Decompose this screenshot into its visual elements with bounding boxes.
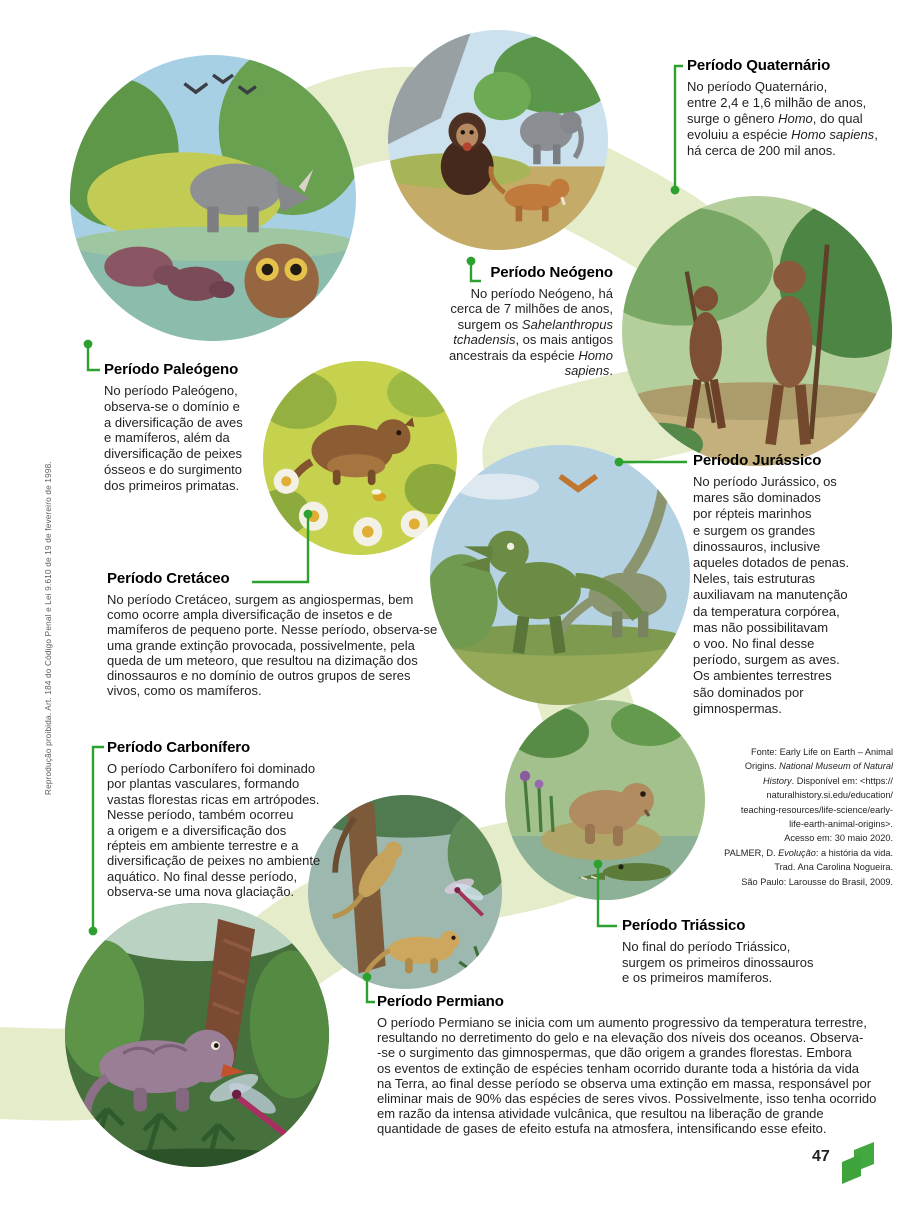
period-jurassico-title: Período Jurássico	[693, 452, 822, 469]
period-cretaceo-title: Período Cretáceo	[107, 570, 230, 587]
citation-line: teaching-resources/life-science/early-	[740, 804, 893, 815]
period-permiano-title: Período Permiano	[377, 993, 504, 1010]
period-paleogeno-body: No período Paleógeno, observa-se o domínio e a diversificação de aves e mamíferos, além da diversificação de peixes ósseos e do surgimento dos primeiros primatas.	[104, 383, 243, 493]
citation-line: PALMER, D. Evolução: a história da vida.	[724, 847, 893, 858]
page-marker-ribbon-icon	[841, 1141, 875, 1187]
period-permiano-body: O período Permiano se inicia com um aumento progressivo da temperatura terrestre, resultando no derretimento do gelo e na elevação dos níveis dos oceanos. Observa- -se o surgimento das gimnospermas, que dão origem a grandes florestas. Embora os eventos de extinção de espécies tenham ocorrido durante toda a história da vida na Terra, ao final desse período se observa uma extinção em massa, responsável por eliminar mais de 90% das espécies de seres vivos. Possivelmente, isso tenha ocorrido em razão da intensa atividade vulcânica, que resultou na liberação de grande quantidade de gases de efeito estufa na atmosfera, intensificando esse efeito.	[377, 1015, 877, 1137]
period-paleogeno-title: Período Paleógeno	[104, 361, 239, 378]
period-carbonifero	[107, 739, 347, 900]
paleogene-illustration	[70, 55, 356, 341]
period-jurassico	[693, 452, 893, 717]
citation-line: São Paulo: Larousse do Brasil, 2009.	[741, 876, 893, 887]
period-triassico-body: No final do período Triássico, surgem os primeiros dinossauros e os primeiros mamíferos.	[622, 939, 814, 985]
period-quaternario	[687, 57, 895, 159]
period-quaternario-body: No período Quaternário, entre 2,4 e 1,6 milhão de anos, surge o gênero Homo, do qual evoluiu a espécie Homo sapiens, há cerca de 200 mil anos.	[687, 79, 878, 158]
citation-line: Fonte: Early Life on Earth – Animal	[751, 747, 893, 757]
cretaceous-illustration	[263, 361, 457, 555]
quaternary-illustration	[622, 196, 892, 466]
period-neogeno	[398, 264, 613, 378]
carboniferous-scene	[65, 903, 329, 1167]
cretaceous-scene	[263, 361, 457, 555]
quaternary-scene	[622, 196, 892, 466]
jurassic-scene	[430, 445, 690, 705]
period-cretaceo	[107, 570, 452, 698]
jurassic-illustration	[430, 445, 690, 705]
citation-line: History. Disponível em: <https://	[763, 775, 893, 786]
period-neogeno-body: No período Neógeno, há cerca de 7 milhões de anos, surgem os Sahelanthropus tchadensis, os mais antigos ancestrais da espécie Homo sapiens.	[448, 286, 613, 379]
citation-line: naturalhistory.si.edu/education/	[766, 790, 893, 801]
source-citation	[653, 745, 893, 889]
citation-line: life-earth-animal-origins>.	[789, 819, 893, 830]
citation-line: Origins. National Museum of Natural	[744, 761, 893, 772]
citation-line: Acesso em: 30 maio 2020.	[784, 833, 893, 844]
paleogene-scene	[70, 55, 356, 341]
period-jurassico-body: No período Jurássico, os mares são dominados por répteis marinhos e surgem os grandes dinossauros, inclusive aqueles dotados de penas. Neles, tais estruturas auxiliavam na manutenção da temperatura corpórea, mas não possibilitavam o voo. No final desse período, surgem as aves. Os ambientes terrestres são dominados por gimnospermas.	[693, 474, 850, 716]
neogene-illustration	[388, 30, 608, 250]
carboniferous-illustration	[65, 903, 329, 1167]
neogene-scene	[388, 30, 608, 250]
period-quaternario-title: Período Quaternário	[687, 57, 831, 74]
citation-line: Trad. Ana Carolina Nogueira.	[774, 862, 893, 873]
period-carbonifero-body: O período Carbonífero foi dominado por plantas vasculares, formando vastas florestas ricas em artrópodes. Nesse período, também ocorreu a origem e a diversificação dos répteis em ambiente terrestre e a diversificação de peixes no ambiente aquático. No final desse período, observa-se uma nova glaciação.	[107, 761, 321, 900]
tarsier-silhouette	[244, 244, 318, 318]
period-permiano	[377, 993, 897, 1137]
period-triassico	[622, 917, 877, 986]
page-number: 47	[812, 1148, 830, 1165]
period-neogeno-title: Período Neógeno	[490, 264, 613, 281]
copyright-note: Reprodução proibida. Art. 184 do Código Penal e Lei 9.610 de 19 de fevereiro de 1998.	[44, 461, 53, 795]
period-carbonifero-title: Período Carbonífero	[107, 739, 251, 756]
period-triassico-title: Período Triássico	[622, 917, 746, 934]
period-paleogeno	[104, 361, 284, 494]
period-cretaceo-body: No período Cretáceo, surgem as angiospermas, bem como ocorre ampla diversificação de insetos e de mamíferos de pequeno porte. Nesse período, observa-se uma grande extinção provocada, possivelmente, pela queda de um meteoro, que resultou na dizimação dos dinossauros e no domínio de outros grupos de seres vivos, como os mamíferos.	[107, 592, 438, 699]
